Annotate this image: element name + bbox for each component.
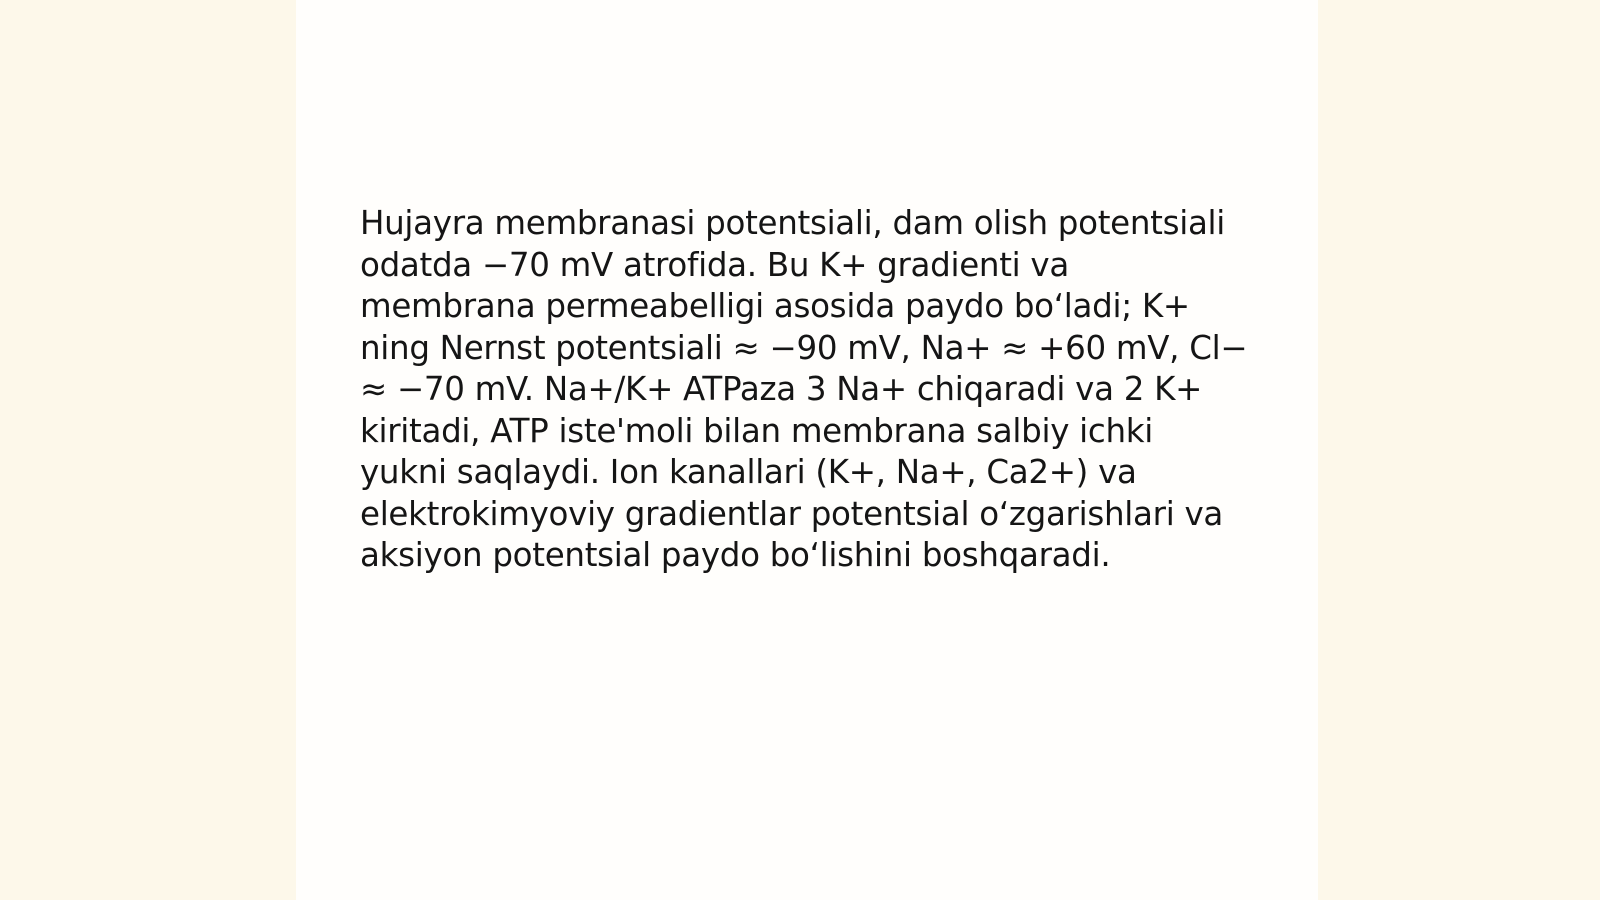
paragraph-line: yukni saqlaydi. Ion kanallari (K+, Na+, Ca2+) va [360,453,1137,491]
paragraph-line: aksiyon potentsial paydo boʻlishini boshqaradi. [360,536,1111,574]
body-paragraph [360,203,1260,577]
paragraph-line: odatda −70 mV atrofida. Bu K+ gradienti va [360,245,1069,284]
paragraph-line: kiritadi, ATP iste'moli bilan membrana salbiy ichki [360,411,1154,450]
paragraph-line: elektrokimyoviy gradientlar potentsial oʻzgarishlari va [360,494,1224,533]
paragraph-line: membrana permeabelligi asosida paydo boʻladi; K+ [360,287,1190,325]
paragraph-line: ≈ −70 mV. Na+/K+ ATPaza 3 Na+ chiqaradi va 2 K+ [360,370,1203,408]
paragraph-line: ning Nernst potentsiali ≈ −90 mV, Na+ ≈ +60 mV, Cl− [360,328,1248,367]
paragraph-line: Hujayra membranasi potentsiali, dam olish potentsiali [360,204,1226,242]
